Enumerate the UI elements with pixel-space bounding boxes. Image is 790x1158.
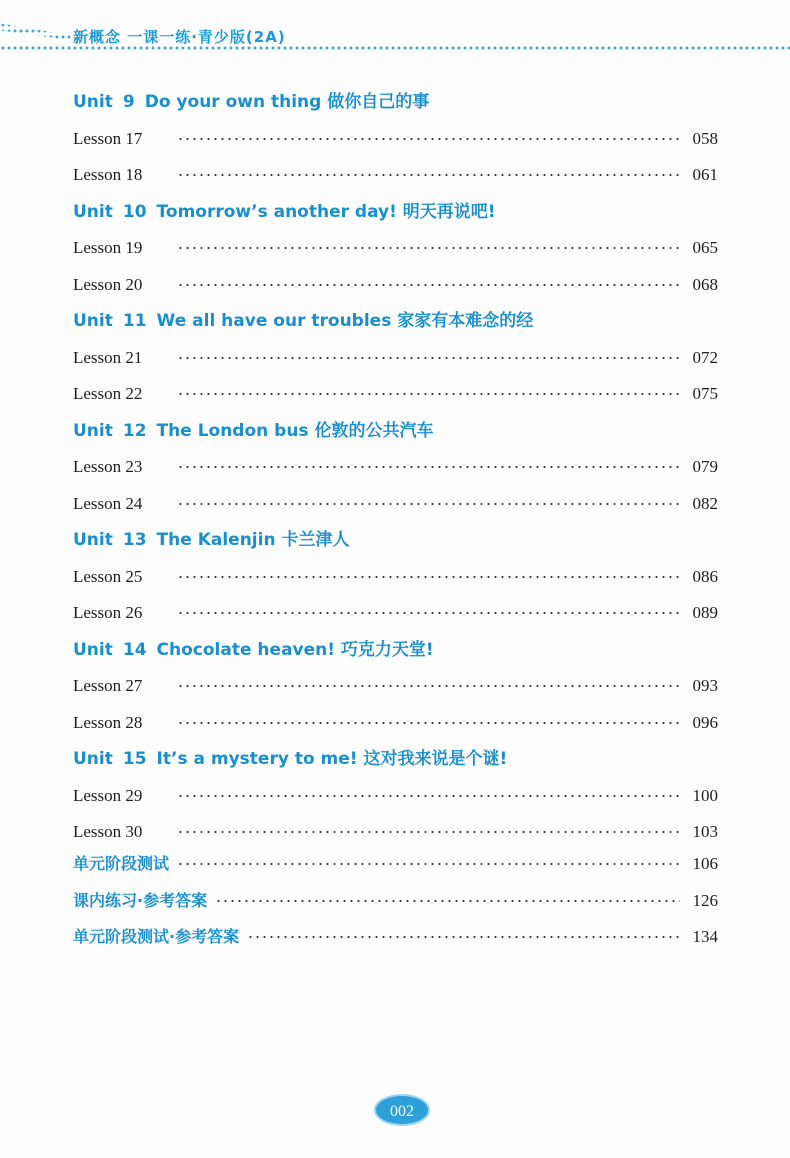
extra-label: 单元阶段测试·参考答案 — [73, 927, 240, 946]
toc-entry[interactable] — [73, 128, 718, 150]
page-ref: 126 — [692, 890, 718, 910]
dot-leader — [177, 283, 680, 287]
unit-number: 10 — [122, 201, 147, 222]
lesson-label: Lesson 18 — [73, 165, 143, 184]
page-ref: 061 — [692, 165, 718, 184]
dot-leader — [177, 830, 680, 834]
dot-leader — [215, 899, 680, 903]
unit-title: The London bus 伦敦的公共汽车 — [156, 420, 434, 441]
unit-heading[interactable] — [73, 310, 533, 332]
unit-heading[interactable] — [73, 529, 349, 551]
unit-heading[interactable] — [73, 639, 434, 661]
unit-label: Unit — [73, 749, 113, 769]
lesson-label: Lesson 29 — [73, 785, 143, 805]
toc-entry[interactable] — [73, 383, 718, 405]
page-ref: 065 — [692, 238, 718, 257]
unit-title: Chocolate heaven! 巧克力天堂! — [156, 639, 434, 660]
unit-heading[interactable] — [73, 420, 434, 442]
dot-leader — [177, 721, 680, 725]
page-ref: 075 — [692, 384, 718, 403]
page-ref: 079 — [692, 457, 718, 476]
toc-entry[interactable] — [73, 821, 718, 843]
toc-entry[interactable] — [73, 274, 718, 296]
lesson-label: Lesson 28 — [73, 712, 143, 732]
page-number-badge: 002 — [374, 1094, 430, 1126]
dot-leader — [177, 465, 680, 469]
unit-number: 11 — [122, 311, 147, 331]
dot-leader — [177, 611, 680, 615]
unit-label: Unit — [73, 420, 113, 441]
unit-heading[interactable] — [73, 748, 507, 770]
lesson-label: Lesson 26 — [73, 603, 143, 622]
dot-leader — [177, 502, 680, 506]
unit-label: Unit — [73, 311, 113, 331]
dot-leader — [177, 137, 680, 141]
page-ref: 058 — [692, 128, 718, 148]
toc-entry[interactable] — [73, 566, 718, 588]
page-ref: 086 — [692, 566, 718, 586]
unit-label: Unit — [73, 92, 113, 112]
toc-entry-extra[interactable] — [73, 853, 718, 875]
dot-leader — [177, 794, 680, 798]
lesson-label: Lesson 22 — [73, 384, 143, 403]
extra-label: 单元阶段测试 — [73, 854, 170, 873]
unit-title: We all have our troubles 家家有本难念的经 — [156, 311, 534, 331]
unit-label: Unit — [73, 201, 113, 222]
lesson-label: Lesson 25 — [73, 566, 143, 586]
lesson-label: Lesson 20 — [73, 274, 143, 294]
toc-entry[interactable] — [73, 602, 718, 624]
toc-entry[interactable] — [73, 347, 718, 369]
lesson-label: Lesson 24 — [73, 493, 143, 513]
toc-entry[interactable] — [73, 164, 718, 186]
page-ref: 089 — [692, 603, 718, 622]
page-ref: 082 — [692, 493, 718, 513]
dot-leader — [177, 356, 680, 360]
toc-entry[interactable] — [73, 493, 718, 515]
lesson-label: Lesson 27 — [73, 676, 143, 695]
page-ref: 072 — [692, 347, 718, 367]
unit-number: 14 — [122, 639, 147, 660]
toc-entry[interactable] — [73, 785, 718, 807]
toc-entry[interactable] — [73, 712, 718, 734]
dot-leader — [247, 935, 680, 939]
unit-label: Unit — [73, 530, 113, 550]
toc-entry[interactable] — [73, 237, 718, 259]
dot-leader — [177, 246, 680, 250]
unit-number: 13 — [122, 530, 147, 550]
unit-number: 15 — [122, 749, 147, 769]
dot-leader — [177, 173, 680, 177]
page-ref: 106 — [692, 854, 718, 873]
unit-title: It’s a mystery to me! 这对我来说是个谜! — [156, 749, 508, 769]
unit-label: Unit — [73, 639, 113, 660]
page-ref: 093 — [692, 676, 718, 695]
page-ref: 134 — [692, 927, 718, 946]
unit-title: Tomorrow’s another day! 明天再说吧! — [156, 201, 496, 222]
unit-heading[interactable] — [73, 91, 429, 113]
lesson-label: Lesson 17 — [73, 128, 143, 148]
toc-entry[interactable] — [73, 456, 718, 478]
book-title: 新概念 一课一练·青少版(2A) — [73, 28, 286, 46]
page-ref: 096 — [692, 712, 718, 732]
dot-leader — [177, 862, 680, 866]
unit-title: Do your own thing 做你自己的事 — [144, 92, 430, 112]
page-ref: 100 — [692, 785, 718, 805]
unit-number: 9 — [122, 92, 135, 112]
unit-title: The Kalenjin 卡兰津人 — [156, 530, 350, 550]
dot-leader — [177, 575, 680, 579]
page-ref: 068 — [692, 274, 718, 294]
dot-leader — [177, 392, 680, 396]
unit-number: 12 — [122, 420, 147, 441]
extra-label: 课内练习·参考答案 — [73, 890, 208, 910]
lesson-label: Lesson 23 — [73, 457, 143, 476]
lesson-label: Lesson 19 — [73, 238, 143, 257]
unit-heading[interactable] — [73, 201, 496, 223]
lesson-label: Lesson 30 — [73, 822, 143, 841]
page-ref: 103 — [692, 822, 718, 841]
toc-entry-extra[interactable] — [73, 890, 718, 912]
toc-entry[interactable] — [73, 675, 718, 697]
lesson-label: Lesson 21 — [73, 347, 143, 367]
dot-leader — [177, 684, 680, 688]
toc-entry-extra[interactable] — [73, 926, 718, 948]
